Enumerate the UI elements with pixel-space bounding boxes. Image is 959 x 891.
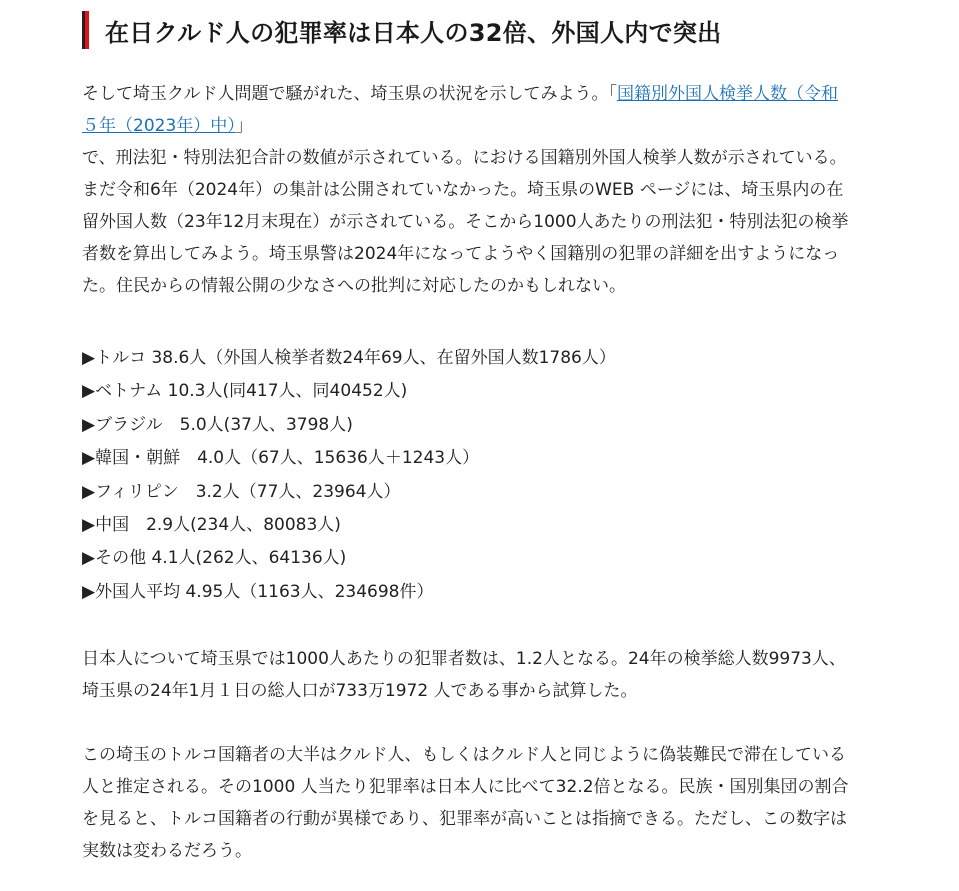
paragraph-line: この埼玉のトルコ国籍者の大半はクルド人、もしくはクルド人と同じように偽装難民で滞在している bbox=[82, 745, 846, 765]
turkey-analysis-paragraph bbox=[82, 739, 912, 867]
intro-line: た。住民からの情報公開の少なさへの批判に対応したのかもしれない。 bbox=[82, 276, 626, 296]
list-item-brazil: ▶ブラジル 5.0人(37人、3798人) bbox=[82, 414, 353, 435]
list-item-philippines: ▶フィリピン 3.2人（77人、23964人） bbox=[82, 481, 401, 502]
paragraph-line: を見ると、トルコ国籍者の行動が異様であり、犯罪率が高いことは指摘できる。ただし、この数字は bbox=[82, 809, 847, 829]
list-item-korea: ▶韓国・朝鮮 4.0人（67人、15636人＋1243人） bbox=[82, 448, 480, 469]
crime-rate-list bbox=[82, 342, 616, 609]
paragraph-line: 人と推定される。その1000 人当たり犯罪率は日本人に比べて32.2倍となる。民族・国別集団の割合 bbox=[82, 777, 849, 797]
source-link[interactable]: 国籍別外国人検挙人数（令和 bbox=[617, 84, 838, 104]
list-item-china: ▶中国 2.9人(234人、80083人) bbox=[82, 514, 341, 535]
list-item-foreign-average: ▶外国人平均 4.95人（1163人、234698件） bbox=[82, 581, 434, 602]
intro-line-2: ５年（2023年）中）」 bbox=[82, 116, 253, 136]
list-item-vietnam: ▶ベトナム 10.3人(同417人、同40452人) bbox=[82, 381, 408, 402]
intro-line: で、刑法犯・特別法犯合計の数値が示されている。における国籍別外国人検挙人数が示されている。 bbox=[82, 148, 847, 168]
list-item-other: ▶その他 4.1人(262人、64136人) bbox=[82, 548, 347, 569]
intro-line: まだ令和6年（2024年）の集計は公開されていなかった。埼玉県のWEB ページには、埼玉県内の在 bbox=[82, 180, 844, 200]
intro-line-1: そして埼玉クルド人問題で騒がれた、埼玉県の状況を示してみよう。「国籍別外国人検挙人数（令和 bbox=[82, 84, 838, 104]
paragraph-line: 日本人について埼玉県では1000人あたりの犯罪者数は、1.2人となる。24年の検挙総人数9973人、 bbox=[82, 649, 846, 669]
intro-line: 留外国人数（23年12月末現在）が示されている。そこから1000人あたりの刑法犯・特別法犯の検挙 bbox=[82, 212, 849, 232]
intro-paragraph bbox=[82, 78, 912, 302]
list-item-turkey: ▶トルコ 38.6人（外国人検挙者数24年69人、在留外国人数1786人） bbox=[82, 348, 616, 368]
japanese-rate-paragraph bbox=[82, 643, 912, 707]
paragraph-line: 埼玉県の24年1月１日の総人口が733万1972 人である事から試算した。 bbox=[82, 681, 638, 701]
article-heading bbox=[82, 10, 721, 50]
heading-accent-bar bbox=[82, 11, 89, 49]
heading-title: 在日クルド人の犯罪率は日本人の32倍、外国人内で突出 bbox=[105, 18, 722, 47]
paragraph-line: 実数は変わるだろう。 bbox=[82, 841, 252, 861]
source-link-continued[interactable]: ５年（2023年）中） bbox=[82, 116, 236, 136]
intro-line: 者数を算出してみよう。埼玉県警は2024年になってようやく国籍別の犯罪の詳細を出すようになっ bbox=[82, 244, 840, 264]
